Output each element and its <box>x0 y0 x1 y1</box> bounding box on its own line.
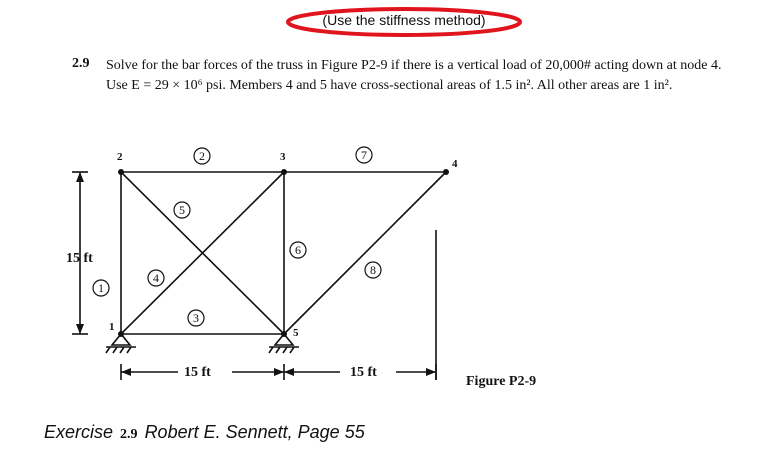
problem-text: Solve for the bar forces of the truss in Figure P2-9 if there is a vertical load of 20,000# acting down at node 4. Use E = 29 × 10⁶ psi. Members 4 and 5 have cross-sectional areas of 1.5 in². All other areas are 1 in². <box>106 58 722 93</box>
node-label-1: 1 <box>109 321 115 333</box>
member-label-5: 5 <box>179 203 185 217</box>
node-1 <box>118 331 124 337</box>
node-label-5: 5 <box>293 327 299 339</box>
member-label-7: 7 <box>361 148 367 162</box>
member-label-2: 2 <box>199 149 205 163</box>
member-label-8: 8 <box>370 263 376 277</box>
dim-right-label: 15 ft <box>350 365 377 380</box>
node-label-3: 3 <box>280 151 286 163</box>
member-8 <box>284 172 446 334</box>
footer-prefix: Exercise <box>44 422 114 442</box>
node-label-2: 2 <box>117 151 123 163</box>
member-label-6: 6 <box>295 243 301 257</box>
footer-suffix: Robert E. Sennett, Page 55 <box>144 422 365 442</box>
node-3 <box>281 169 287 175</box>
footer-number: 2.9 <box>120 427 138 442</box>
node-2 <box>118 169 124 175</box>
member-label-1: 1 <box>98 281 104 295</box>
node-4 <box>443 169 449 175</box>
stiffness-note-text: (Use the stiffness method) <box>322 12 486 28</box>
member-label-3: 3 <box>193 311 199 325</box>
problem-number: 2.9 <box>72 56 90 71</box>
source-citation <box>44 422 365 443</box>
dim-height-label: 15 ft <box>66 251 93 266</box>
dim-left-label: 15 ft <box>184 365 211 380</box>
member-label-4: 4 <box>153 271 159 285</box>
figure-caption: Figure P2-9 <box>466 374 537 389</box>
node-5 <box>281 331 287 337</box>
node-label-4: 4 <box>452 158 458 170</box>
